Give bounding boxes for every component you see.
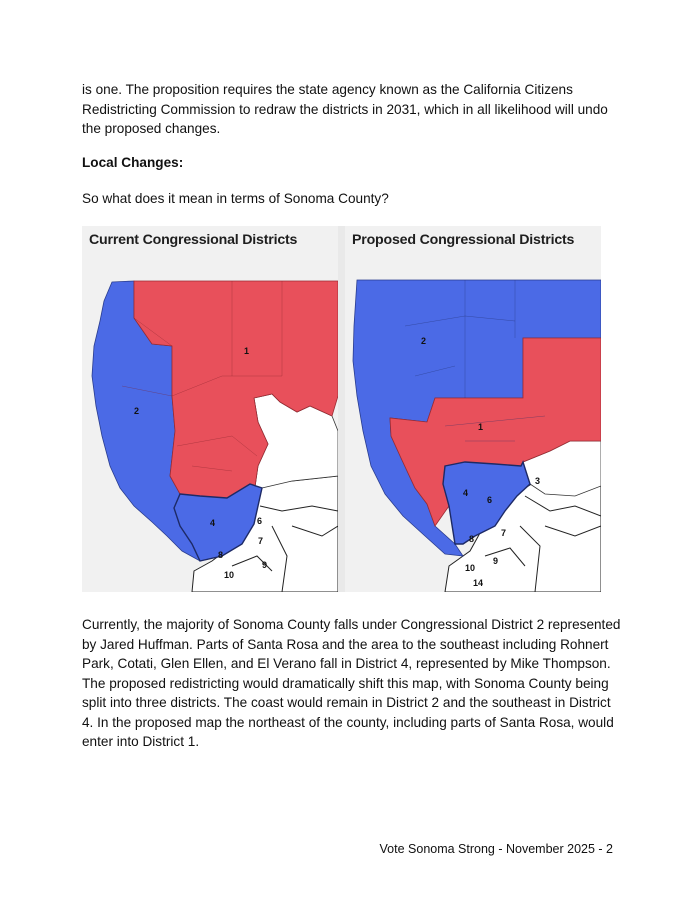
label-district-14: 14 [473,578,484,588]
label-district-2: 2 [421,336,427,346]
label-district-10: 10 [465,563,476,573]
label-district-8: 8 [218,550,224,560]
label-district-6: 6 [487,495,493,505]
label-district-6: 6 [257,516,263,526]
label-district-4: 4 [463,488,469,498]
label-district-1: 1 [244,346,250,356]
intro-paragraph: is one. The proposition requires the state agency known as the California Citizens Redistricting Commission to redraw the districts in 2031, which in all likelihood will undo the proposed changes. [82,82,608,136]
current-map-title: Current Congressional Districts [89,232,298,248]
label-district-8: 8 [469,534,475,544]
proposed-map-title: Proposed Congressional Districts [352,232,575,248]
label-district-1: 1 [478,422,484,432]
label-district-4: 4 [210,518,216,528]
label-district-10: 10 [224,570,235,580]
label-district-9: 9 [262,560,268,570]
question-paragraph: So what does it mean in terms of Sonoma County? [82,191,389,206]
current-districts-map [82,226,338,592]
proposed-map-graphic [345,226,601,592]
page-footer: Vote Sonoma Strong - November 2025 - 2 [379,842,613,856]
label-district-9: 9 [493,556,499,566]
current-map-graphic [82,226,338,592]
district-maps-figure [82,226,601,592]
label-district-3: 3 [535,476,541,486]
label-district-7: 7 [501,528,507,538]
proposed-districts-map [345,226,601,592]
label-district-2: 2 [134,406,140,416]
label-district-7: 7 [258,536,264,546]
summary-paragraph: Currently, the majority of Sonoma County falls under Congressional District 2 represented by Jared Huffman. Parts of Santa Rosa and the area to the southeast including Rohnert Park, Cotati, Glen Ellen, and El Verano fall in District 4, represented by Mike Thompson. The proposed redistricting would dramatically shift this map, with Sonoma County being split into three districts. The coast would remain in District 2 and the southeast in District 4. In the proposed map the northeast of the county, including parts of Santa Rosa, would enter into District 1. [82,617,621,749]
section-heading: Local Changes: [82,155,184,170]
